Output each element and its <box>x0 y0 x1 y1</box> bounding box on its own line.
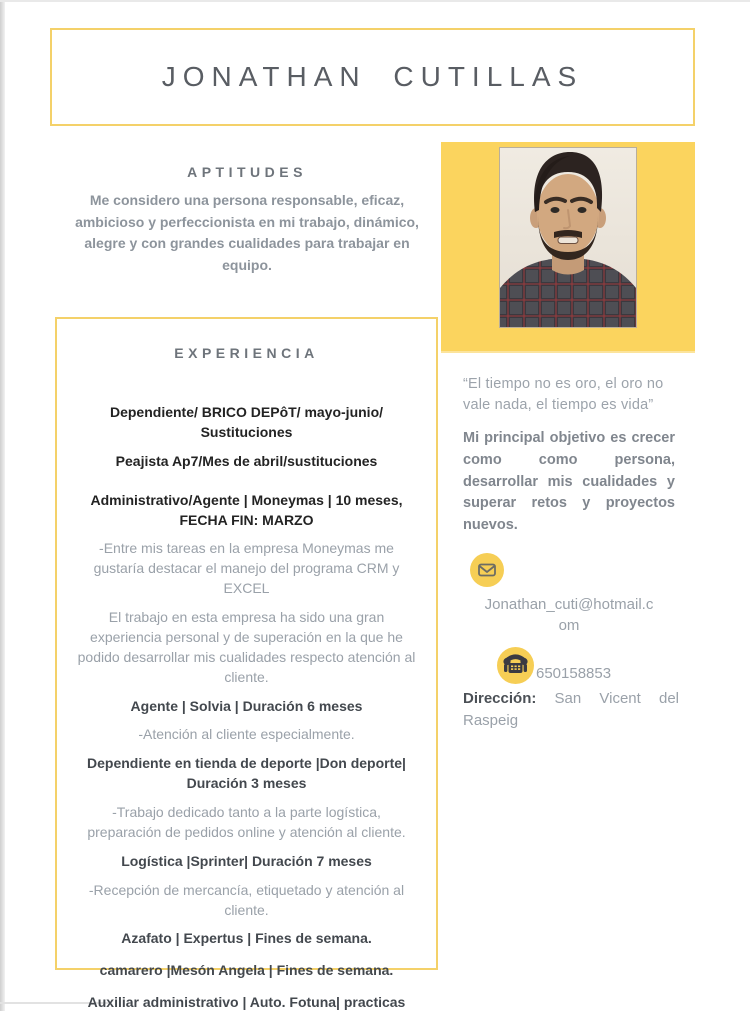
experience-entry: Administrativo/Agente | Moneymas | 10 meses, FECHA FIN: MARZO <box>90 491 403 528</box>
experience-entry: camarero |Mesón Angela | Fines de semana. <box>99 962 394 979</box>
experience-entry: Peajista Ap7/Mes de abril/sustituciones <box>115 452 378 469</box>
experience-entry: -Entre mis tareas en la empresa Moneymas me gustaría destacar el manejo del programa CRM y EXCEL <box>93 540 400 597</box>
portrait-photo <box>499 147 637 328</box>
experiencia-section <box>55 317 438 1011</box>
experience-entry: Dependiente en tienda de deporte |Don deporte| Duración 3 meses <box>87 755 406 792</box>
envelope-icon <box>470 553 504 587</box>
aptitudes-heading: APTITUDES <box>187 164 307 180</box>
experience-entry: Agente | Solvia | Duración 6 meses <box>130 697 363 714</box>
experience-entry: Dependiente/ BRICO DEPôT/ mayo-junio/ Sustituciones <box>109 404 384 440</box>
experiencia-entries <box>57 403 436 1013</box>
aptitudes-section <box>58 164 436 277</box>
experience-entry: Auxiliar administrativo | Auto. Fotuna| practicas <box>87 994 406 1011</box>
experience-entry: Azafato | Expertus | Fines de semana. <box>121 930 372 947</box>
experience-entry: Logística |Sprinter| Duración 7 meses <box>121 852 372 869</box>
page-title: JONATHAN CUTILLAS <box>161 61 584 92</box>
experience-entry: -Trabajo dedicado tanto a la parte logística, preparación de pedidos online y atención al cliente. <box>87 804 406 840</box>
quote-text: “El tiempo no es oro, el oro no vale nada, el tiempo es vida” <box>463 376 664 414</box>
page-left-edge <box>0 0 5 1011</box>
aptitudes-text: Me considero una persona responsable, eficaz, ambicioso y perfeccionista en mi trabajo, dinámico, alegre y con grandes cualidades para trabajar en equipo. <box>75 192 419 274</box>
photo-panel <box>441 142 695 353</box>
fax-phone-icon <box>497 647 534 684</box>
objective-text: Mi principal objetivo es crecer como como persona, desarrollar mis cualidades y superar retos y proyectos nuevos. <box>463 430 675 533</box>
page-top-edge <box>0 0 750 2</box>
phone-row <box>497 647 611 684</box>
experience-entry: -Recepción de mercancía, etiquetado y atención al cliente. <box>88 881 405 918</box>
email-address[interactable]: Jonathan_cuti@hotmail.com <box>484 596 654 634</box>
experiencia-heading: EXPERIENCIA <box>174 345 319 361</box>
address-value: San Vicent del Raspeig <box>463 690 679 729</box>
address-label: Dirección: <box>463 690 537 707</box>
experience-entry: -Atención al cliente especialmente. <box>138 726 355 743</box>
header-box <box>50 28 695 126</box>
portrait-illustration <box>500 148 636 327</box>
address <box>463 688 679 732</box>
phone-number: 650158853 <box>536 665 612 682</box>
experience-entry: El trabajo en esta empresa ha sido una gran experiencia personal y de superación en la que he podido desarrollar mis cualidades respecto atención al cliente. <box>77 609 416 685</box>
